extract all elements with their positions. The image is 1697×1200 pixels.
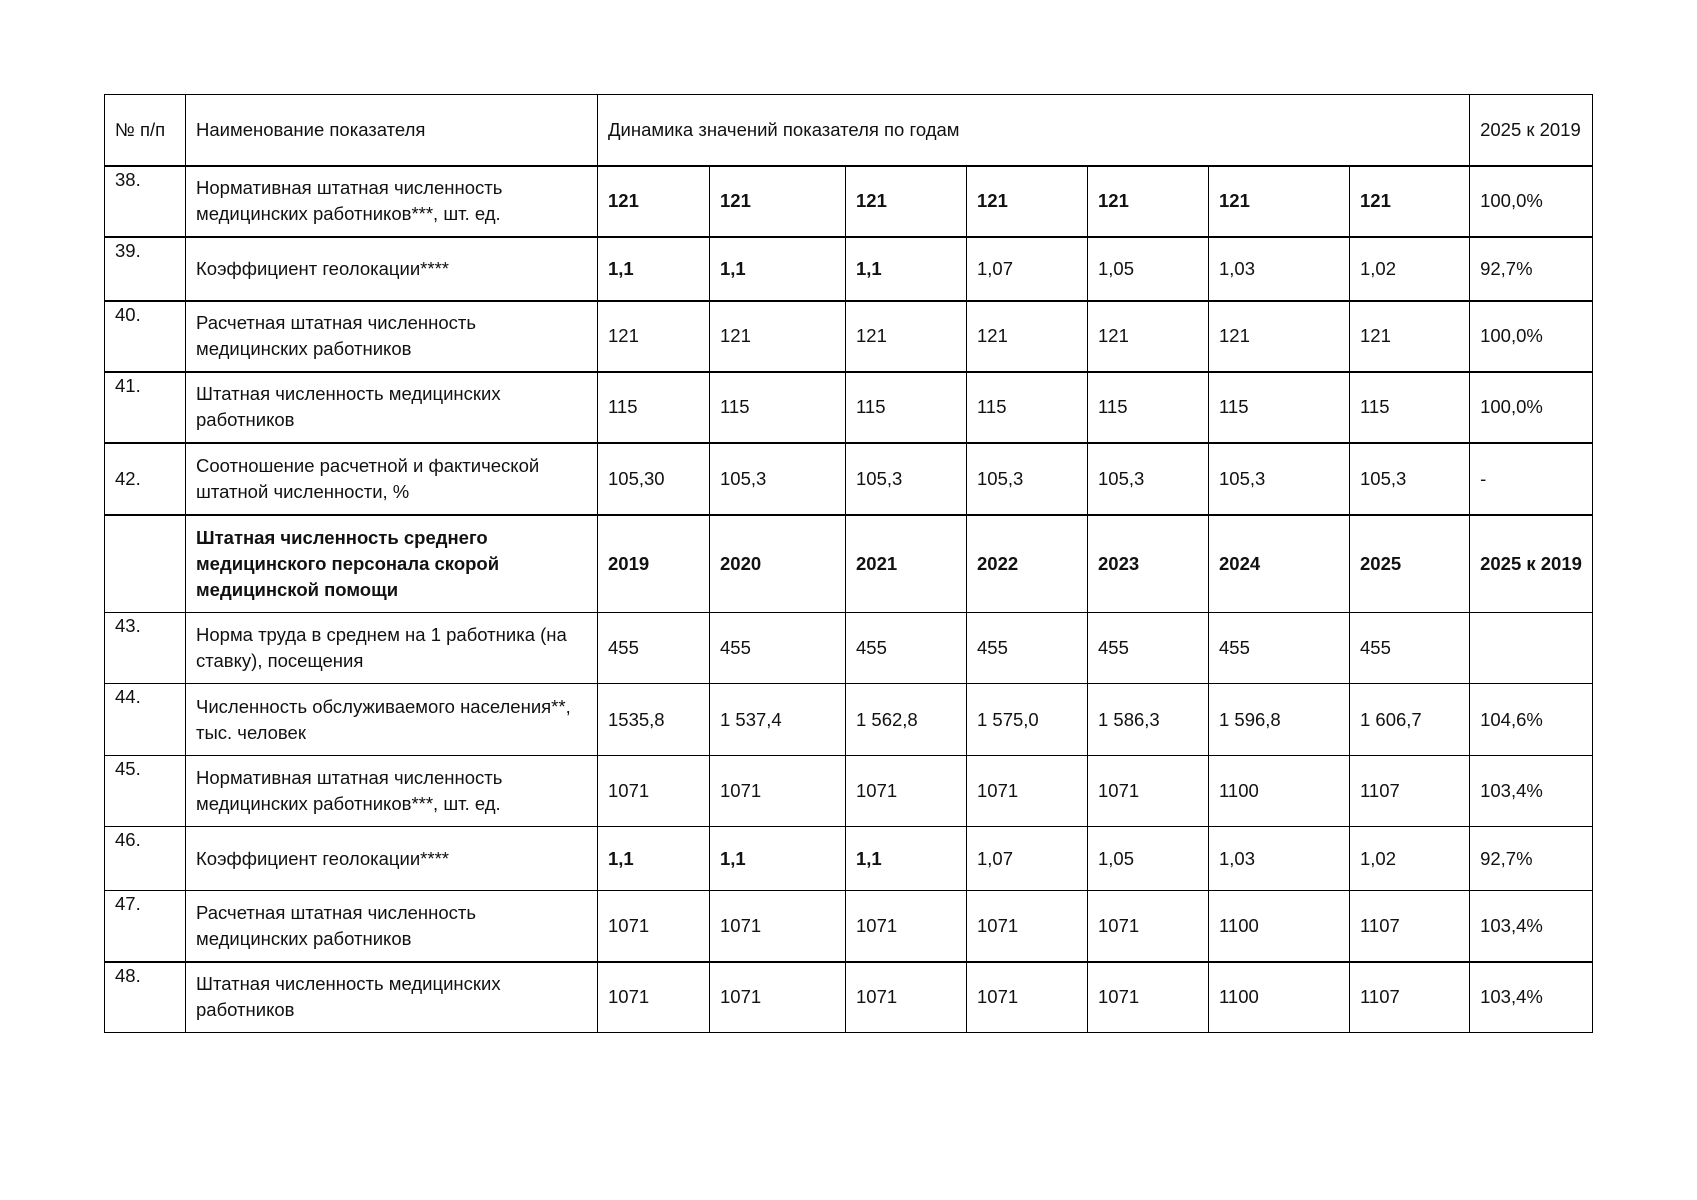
table-row [105,613,1593,684]
row-value: 105,30 [598,443,710,515]
row-value: 105,3 [1209,443,1350,515]
row-value: 1071 [1088,891,1209,962]
row-name: Коэффициент геолокации**** [186,237,598,301]
table-row [105,372,1593,443]
row-value: 1071 [846,962,967,1033]
row-value: 121 [846,301,967,372]
row-value: 121 [846,166,967,237]
row-name: Коэффициент геолокации**** [186,827,598,891]
row-value: 1071 [598,756,710,827]
row-value: 1100 [1209,756,1350,827]
row-value: 1 596,8 [1209,684,1350,756]
row-name: Нормативная штатная численность медицинских работников***, шт. ед. [186,756,598,827]
table-row [105,443,1593,515]
table-row [105,827,1593,891]
row-ratio: 104,6% [1470,684,1593,756]
row-value: 1 575,0 [967,684,1088,756]
row-value: 121 [1088,166,1209,237]
row-value: 1,05 [1088,237,1209,301]
row-value: 115 [967,372,1088,443]
row-value: 1,07 [967,827,1088,891]
row-value: 1,03 [1209,827,1350,891]
row-value: 121 [598,166,710,237]
row-ratio: 100,0% [1470,166,1593,237]
section-year: 2019 [598,515,710,613]
row-value: 1,02 [1350,827,1470,891]
row-value: 1 586,3 [1088,684,1209,756]
row-value: 121 [1088,301,1209,372]
row-value: 455 [598,613,710,684]
row-value: 1107 [1350,962,1470,1033]
row-ratio [1470,613,1593,684]
indicators-table [104,94,1593,1033]
row-value: 1071 [710,756,846,827]
row-value: 1,1 [846,827,967,891]
table-header-row [105,95,1593,166]
row-value: 121 [1209,301,1350,372]
header-dynamics: Динамика значений показателя по годам [598,95,1470,166]
row-value: 1,02 [1350,237,1470,301]
row-num: 39. [105,237,186,301]
row-value: 1,1 [846,237,967,301]
row-value: 1,1 [598,237,710,301]
row-value: 115 [710,372,846,443]
table-row [105,891,1593,962]
row-ratio: 92,7% [1470,827,1593,891]
row-ratio: 103,4% [1470,891,1593,962]
section-title: Штатная численность среднего медицинского персонала скорой медицинской помощи [186,515,598,613]
row-num: 41. [105,372,186,443]
row-value: 1071 [710,891,846,962]
table-row [105,301,1593,372]
row-num: 45. [105,756,186,827]
table-row [105,962,1593,1033]
row-name: Штатная численность медицинских работников [186,962,598,1033]
row-ratio: 100,0% [1470,301,1593,372]
row-value: 455 [1088,613,1209,684]
section-year: 2020 [710,515,846,613]
row-value: 105,3 [846,443,967,515]
section-year: 2023 [1088,515,1209,613]
row-name: Расчетная штатная численность медицинских работников [186,301,598,372]
row-num: 42. [105,443,186,515]
row-value: 105,3 [1088,443,1209,515]
row-value: 1 537,4 [710,684,846,756]
row-value: 1071 [967,962,1088,1033]
row-num: 44. [105,684,186,756]
row-value: 1107 [1350,756,1470,827]
row-value: 115 [1088,372,1209,443]
table-row [105,684,1593,756]
row-name: Штатная численность медицинских работников [186,372,598,443]
row-value: 1071 [598,962,710,1033]
row-value: 121 [710,301,846,372]
table-row [105,166,1593,237]
row-value: 1071 [598,891,710,962]
row-value: 1,1 [710,237,846,301]
row-value: 115 [1350,372,1470,443]
row-value: 1100 [1209,962,1350,1033]
row-value: 455 [1209,613,1350,684]
row-value: 1071 [1088,756,1209,827]
row-value: 115 [1209,372,1350,443]
row-value: 1 606,7 [1350,684,1470,756]
row-value: 455 [967,613,1088,684]
section-year: 2021 [846,515,967,613]
row-value: 1071 [1088,962,1209,1033]
row-num: 43. [105,613,186,684]
row-value: 1100 [1209,891,1350,962]
row-name: Нормативная штатная численность медицинских работников***, шт. ед. [186,166,598,237]
row-value: 121 [967,301,1088,372]
row-value: 105,3 [1350,443,1470,515]
row-value: 115 [846,372,967,443]
row-value: 1071 [846,756,967,827]
row-value: 1071 [967,891,1088,962]
row-ratio: 92,7% [1470,237,1593,301]
row-name: Норма труда в среднем на 1 работника (на ставку), посещения [186,613,598,684]
row-value: 121 [1350,301,1470,372]
row-value: 1,1 [710,827,846,891]
section-ratio: 2025 к 2019 [1470,515,1593,613]
row-value: 1,03 [1209,237,1350,301]
table-row [105,237,1593,301]
row-ratio: 100,0% [1470,372,1593,443]
row-value: 1,1 [598,827,710,891]
row-value: 105,3 [710,443,846,515]
row-value: 1071 [710,962,846,1033]
row-name: Численность обслуживаемого населения**, тыс. человек [186,684,598,756]
row-value: 121 [1209,166,1350,237]
row-value: 121 [598,301,710,372]
row-num: 48. [105,962,186,1033]
row-value: 1,07 [967,237,1088,301]
section-year: 2024 [1209,515,1350,613]
header-name: Наименование показателя [186,95,598,166]
row-value: 455 [710,613,846,684]
section-header-row [105,515,1593,613]
row-name: Соотношение расчетной и фактической штатной численности, % [186,443,598,515]
row-num: 38. [105,166,186,237]
row-num: 47. [105,891,186,962]
row-value: 1071 [846,891,967,962]
section-year: 2025 [1350,515,1470,613]
header-ratio: 2025 к 2019 [1470,95,1593,166]
row-num: 40. [105,301,186,372]
row-value: 105,3 [967,443,1088,515]
header-num: № п/п [105,95,186,166]
row-value: 121 [1350,166,1470,237]
row-ratio: 103,4% [1470,756,1593,827]
row-name: Расчетная штатная численность медицинских работников [186,891,598,962]
row-value: 1107 [1350,891,1470,962]
row-value: 455 [846,613,967,684]
section-year: 2022 [967,515,1088,613]
row-value: 455 [1350,613,1470,684]
row-value: 1,05 [1088,827,1209,891]
row-value: 1535,8 [598,684,710,756]
row-ratio: 103,4% [1470,962,1593,1033]
row-value: 121 [710,166,846,237]
row-value: 1 562,8 [846,684,967,756]
table-row [105,756,1593,827]
section-num [105,515,186,613]
row-value: 121 [967,166,1088,237]
row-num: 46. [105,827,186,891]
row-value: 115 [598,372,710,443]
row-value: 1071 [967,756,1088,827]
row-ratio: - [1470,443,1593,515]
